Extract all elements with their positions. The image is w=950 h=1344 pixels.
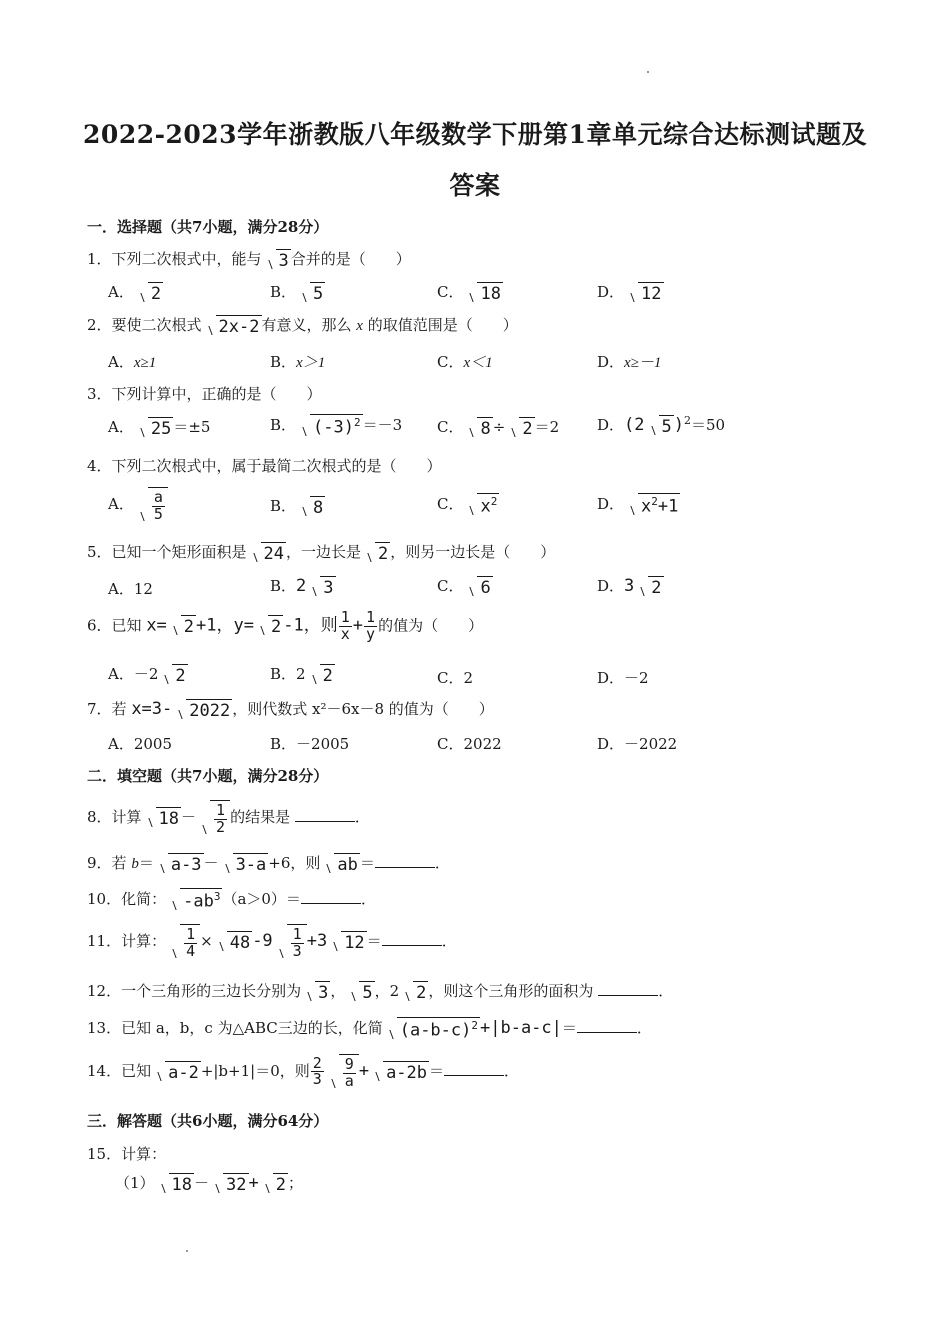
radicand: 3 [276,249,291,271]
sqrt [211,1173,248,1195]
sqrt [626,493,680,516]
sqrt [322,853,359,875]
operator: ÷ [492,418,506,436]
radicand: 3 [320,576,335,598]
sqrt [347,981,374,1003]
q6-option-c [437,667,473,688]
answer-blank[interactable] [301,889,361,904]
fraction [311,1053,324,1089]
option-text: 12 [133,580,153,598]
option-letter: B． [270,497,297,515]
q10-condition: （a＞0）＝ [222,890,301,908]
sqrt [626,282,663,304]
sqrt [507,417,534,439]
option-text: ＝50 [691,416,726,434]
option-letter: D． [597,283,625,301]
fraction [343,1057,356,1090]
q2-option-d [597,351,661,372]
question-8 [87,800,370,836]
sqrt [327,1054,359,1090]
question-15-part-1 [115,1172,303,1195]
q1-stem-post: 合并的是（ ） [290,250,411,268]
option-letter: C． [437,418,464,436]
q12-stem-pre: 12．一个三角形的三边长分别为 [87,982,302,1000]
operator: ＝ [359,854,375,872]
part-label: （1） [115,1174,155,1192]
option-letter: D． [597,669,625,687]
sqrt [160,664,187,686]
coefficient: 3 [624,576,635,596]
q5-stem-post: ，则另一边长是（ ） [390,543,556,561]
coefficient: －2 [133,665,159,683]
radicand: 32 [223,1173,248,1195]
option-text: 2022 [463,735,502,753]
option-letter: A． [108,494,134,513]
math-text: ) [673,415,685,435]
q7-option-a [108,733,172,754]
numerator: 2 [312,1053,322,1072]
q8-stem-pre: 8．计算 [87,807,142,826]
sqrt [256,615,283,637]
question-15: 15．计算： [87,1145,167,1163]
sqrt [647,415,674,437]
question-4: 4．下列二次根式中，属于最简二次根式的是（ ） [87,457,442,475]
numerator: 1 [340,608,350,626]
sqrt [329,931,366,953]
section-heading-fill: 二．填空题（共7小题，满分28分） [87,767,329,785]
sqrt [144,807,181,829]
radicand: (-3) [313,417,354,438]
option-letter: C． [437,353,464,371]
sqrt [308,576,335,598]
numerator: 1 [186,925,196,943]
question-11 [87,924,457,960]
q6-option-d [597,667,649,688]
operator: － [194,1174,210,1192]
math-text: y= [233,615,255,636]
denominator: 4 [186,941,196,960]
sqrt [308,664,335,686]
option-text: ＝±5 [173,418,211,436]
q5-option-b [270,575,336,598]
option-letter: B． [270,283,297,301]
q2-option-c [437,351,493,372]
radicand: x [641,496,652,517]
option-text: 2005 [133,735,173,753]
separator: ，2 [374,982,400,1000]
q4-option-c [437,493,499,517]
option-letter: D． [597,495,625,513]
radicand: 5 [310,282,325,304]
sqrt [636,576,663,598]
answer-blank[interactable] [375,853,435,868]
radicand: 25 [148,417,173,439]
sqrt [303,981,330,1003]
option-letter: D． [597,735,625,753]
question-6 [87,610,483,643]
denominator: x [340,624,350,643]
denominator: y [366,624,376,643]
q13-stem-end: ． [636,1019,652,1037]
radicand: 2 [519,417,534,439]
sqrt [168,924,200,960]
q14-stem-mid: +|b+1|＝0，则 [200,1061,310,1080]
operator: + [352,615,364,636]
option-letter: A． [108,353,134,371]
option-text: x＜1 [463,355,493,371]
q2-option-a [108,351,156,372]
sqrt [261,1173,288,1195]
q6-stem-pre: 6．已知 [87,616,147,635]
radicand: 2022 [186,699,232,721]
numerator: 1 [292,925,302,943]
option-text: －2022 [624,735,678,753]
q9-stem-pre: 9．若 [87,854,132,872]
option-letter: A． [108,665,134,683]
q1-option-d [597,281,664,304]
q1-option-a [108,281,163,304]
question-2 [87,314,518,337]
option-letter: B． [270,665,297,683]
option-letter: A． [108,580,134,598]
math-text: -1，则 [283,615,338,636]
q2-stem-mid: 有意义，那么 [261,316,357,334]
radicand: 18 [169,1173,194,1195]
q14-stem-end: ． [504,1061,520,1080]
option-letter: B． [270,735,297,753]
exponent: 2 [684,414,692,427]
q11-stem-end: ． [441,931,457,950]
operator: ＝ [429,1061,445,1080]
q13-stem-pre: 13．已知 a，b，c 为△ABC三边的长，化简 [87,1019,383,1037]
question-12 [87,980,673,1003]
sqrt [371,1061,429,1083]
radicand: 12 [638,282,663,304]
radicand: 2 [268,615,283,637]
radicand: 5 [659,415,674,437]
sqrt [136,417,173,439]
document-title-line-2: 答案 [449,171,501,200]
denominator: 5 [153,504,163,523]
option-letter: B． [270,416,297,434]
radicand: 6 [477,576,492,598]
option-text: 2 [463,669,474,687]
q4-option-d [597,493,680,517]
math-text: +1， [196,615,234,636]
q7-option-c [437,733,502,754]
coefficient: 2 [296,576,307,596]
answer-blank[interactable] [598,981,658,996]
radicand: 5 [359,981,374,1003]
q5-stem-mid: ，一边长是 [286,543,362,561]
math-text: x=3- [131,699,173,719]
option-letter: C． [437,669,464,687]
answer-blank[interactable] [577,1018,637,1033]
sqrt [385,1017,480,1040]
radicand: a-2 [165,1061,201,1083]
q2-stem-post: 的取值范围是（ ） [362,316,518,334]
fraction [364,610,377,643]
radicand: 2 [648,576,663,598]
radicand: x [480,496,491,517]
radicand: 2 [320,664,335,686]
exponent: 2 [471,1019,478,1033]
radicand: 8 [310,496,325,518]
radicand-tail: +1 [657,496,679,517]
question-14 [87,1054,519,1090]
scan-speck [647,71,649,73]
q1-option-c [437,281,503,304]
radicand: 3 [315,981,330,1003]
q5-stem-pre: 5．已知一个矩形面积是 [87,543,247,561]
q5-option-c [437,575,493,598]
q2-option-b [270,351,325,372]
option-letter: A． [108,735,134,753]
radicand: 3-a [233,853,269,875]
radicand: ab [334,853,359,875]
sqrt [157,1173,194,1195]
q14-stem-pre: 14．已知 [87,1061,152,1080]
section-heading-choice: 一．选择题（共7小题，满分28分） [87,218,329,236]
numerator: 9 [344,1055,354,1073]
sqrt [198,800,230,836]
question-3: 3．下列计算中，正确的是（ ） [87,385,322,403]
exponent: 2 [490,495,498,509]
radicand: 2 [375,542,390,564]
answer-blank[interactable] [444,1061,504,1076]
fraction [152,490,165,523]
q3-option-c [437,416,559,439]
section-heading-solve: 三．解答题（共6小题，满分64分） [87,1112,329,1130]
sqrt [249,542,286,564]
radicand: 2x-2 [216,315,262,337]
question-10 [87,888,376,912]
answer-blank[interactable] [382,931,442,946]
denominator: a [344,1071,354,1090]
operator: － [203,854,219,872]
fraction [214,803,227,836]
radicand: -ab [183,891,214,912]
q5-option-a [108,578,153,599]
radicand: 2 [273,1173,288,1195]
option-text: x＞1 [296,355,326,371]
option-text: ＝2 [534,418,560,436]
sqrt [169,615,196,637]
q1-stem-pre: 1．下列二次根式中，能与 [87,250,262,268]
document-title-line-1: 2022-2023学年浙教版八年级数学下册第1章单元综合达标测试题及 [83,120,867,149]
radicand: 2 [413,981,428,1003]
q6-option-b [270,663,335,686]
q3-option-a [108,416,210,439]
option-text: x≥1 [133,355,157,371]
operator: ＝ [138,854,154,872]
q8-stem-end: ． [354,807,370,826]
radicand: 18 [156,807,181,829]
fraction [339,610,352,643]
sqrt [363,542,390,564]
radicand: 2 [172,664,187,686]
option-letter: C． [437,577,464,595]
q7-stem-pre: 7．若 [87,700,132,718]
sqrt [174,699,232,721]
sqrt [275,924,307,960]
q9-stem-mid: +6，则 [268,854,321,872]
variable: b [131,856,139,872]
option-letter: C． [437,283,464,301]
sqrt [153,1061,201,1083]
sqrt [465,282,502,304]
operator: ＝ [366,931,382,950]
q7-option-b [270,733,349,754]
operator: + [358,1060,370,1081]
sqrt [298,282,325,304]
q6-option-a [108,663,188,686]
radicand: 18 [477,282,502,304]
operator: ＝ [561,1019,577,1037]
variable: x [356,318,363,334]
question-7 [87,698,494,721]
option-text: ＝－3 [362,416,403,434]
q3-option-d [597,414,725,437]
option-letter: D． [597,577,625,595]
sqrt [298,414,363,437]
sqrt [156,853,204,875]
radicand: a-2b [383,1061,429,1083]
option-text: －2005 [296,735,350,753]
option-letter: D． [597,416,625,434]
q12-stem-post: ，则这个三角形的面积为 [428,982,599,1000]
numerator: a [153,488,163,506]
sqrt [401,981,428,1003]
option-letter: C． [437,735,464,753]
punctuation: ； [288,1174,304,1192]
exponent: 3 [213,890,221,904]
radicand: 8 [477,417,492,439]
q10-stem-pre: 10．化简： [87,890,167,908]
radicand: 12 [341,931,366,953]
radicand: 24 [261,542,286,564]
option-letter: C． [437,495,464,513]
separator: ， [330,982,346,1000]
question-1 [87,248,411,271]
q1-option-b [270,281,325,304]
q7-stem-post: ，则代数式 x²－6x－8 的值为（ ） [232,700,494,718]
q5-option-d [597,575,664,598]
radicand: (a-b-c) [399,1020,472,1041]
sqrt [264,249,291,271]
math-text: -9 [252,930,273,951]
denominator: 3 [312,1070,322,1089]
denominator: 3 [292,941,302,960]
q9-stem-end: ． [434,854,450,872]
q10-stem-end: ． [360,890,376,908]
numerator: 1 [366,608,376,626]
sqrt [465,576,492,598]
sqrt [221,853,269,875]
question-5 [87,541,555,564]
radicand: 2 [181,615,196,637]
option-letter: B． [270,353,297,371]
math-text: (2 [624,415,645,435]
operator: － [181,807,197,826]
operator: + [248,1173,259,1193]
numerator: 1 [216,801,226,819]
question-9 [87,852,450,875]
scan-speck [186,1250,188,1252]
q7-option-d [597,733,677,754]
q6-stem-post: 的值为（ ） [378,616,484,635]
fraction [291,927,304,960]
radicand: a-3 [168,853,204,875]
q11-stem-pre: 11．计算： [87,931,167,950]
fraction [184,927,197,960]
q3-option-b [270,414,402,438]
exponent: 2 [651,495,658,509]
math-text: x= [146,615,167,636]
option-text: x≥－1 [624,355,662,371]
sqrt [298,496,325,518]
math-text: +3 [306,930,328,951]
q4-option-a [108,487,168,523]
math-text: +|b-a-c| [480,1018,562,1038]
operator: × [200,931,213,950]
option-letter: A． [108,418,134,436]
denominator: 2 [216,817,226,836]
option-letter: A． [108,283,134,301]
question-13 [87,1017,652,1041]
sqrt [136,487,168,523]
option-letter: D． [597,353,625,371]
q8-stem-post: 的结果是 [230,807,295,826]
sqrt [465,493,499,516]
exponent: 2 [353,416,361,430]
q4-option-b [270,495,325,518]
sqrt [204,315,262,337]
answer-blank[interactable] [295,807,355,822]
option-text: －2 [624,669,649,687]
sqrt [465,417,492,439]
coefficient: 2 [296,665,306,683]
sqrt [136,282,163,304]
q2-stem-pre: 2．要使二次根式 [87,316,202,334]
radicand: 2 [148,282,163,304]
sqrt [215,931,252,953]
sqrt [168,888,222,911]
option-letter: B． [270,577,297,595]
radicand: 48 [227,931,252,953]
q12-stem-end: ． [658,982,674,1000]
